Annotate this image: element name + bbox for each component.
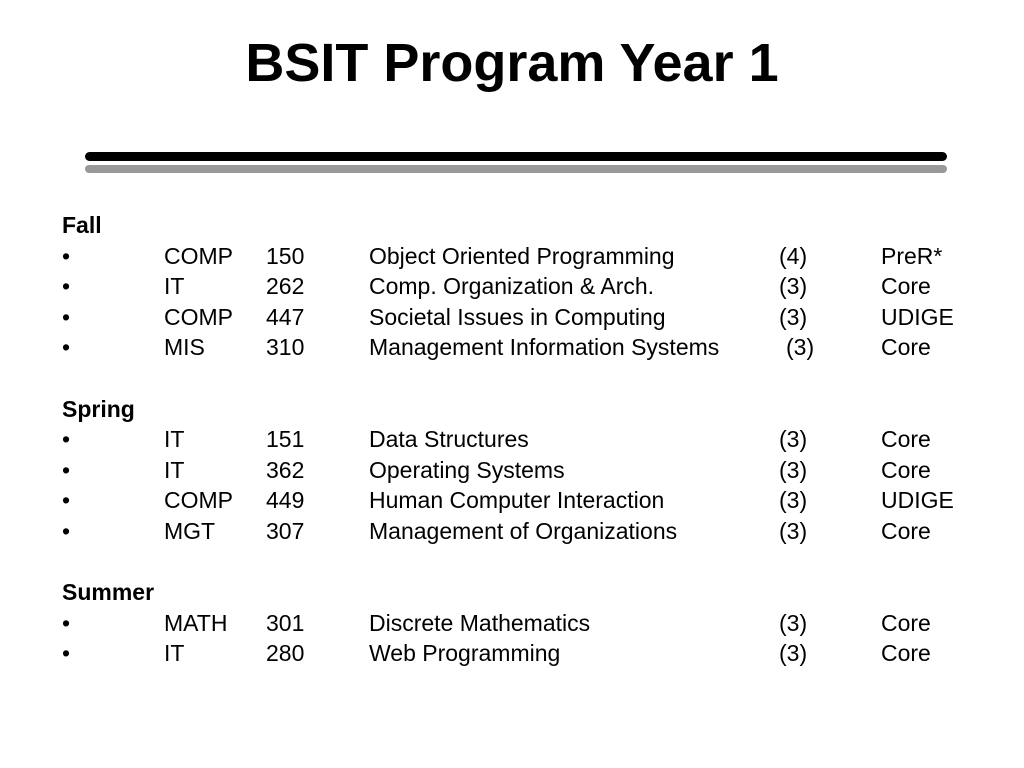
course-credits: (3) bbox=[779, 303, 808, 330]
title-divider-black bbox=[85, 152, 947, 161]
bullet: • bbox=[62, 456, 71, 483]
course-credits: (3) bbox=[779, 640, 808, 667]
course-dept: COMP bbox=[164, 487, 233, 514]
course-number: 301 bbox=[266, 609, 305, 636]
course-row bbox=[62, 485, 1002, 516]
course-title: Operating Systems bbox=[369, 456, 565, 483]
course-requirement: Core bbox=[881, 517, 931, 544]
bullet: • bbox=[62, 609, 71, 636]
course-dept: MIS bbox=[164, 334, 205, 361]
course-row bbox=[62, 608, 1002, 639]
section-summer bbox=[62, 577, 1002, 669]
course-number: 447 bbox=[266, 303, 305, 330]
course-number: 262 bbox=[266, 273, 305, 300]
course-dept: COMP bbox=[164, 303, 233, 330]
course-requirement: PreR* bbox=[881, 242, 943, 269]
course-dept: IT bbox=[164, 426, 185, 453]
course-credits: (3) bbox=[779, 487, 808, 514]
course-requirement: UDIGE bbox=[881, 487, 954, 514]
course-row bbox=[62, 302, 1002, 333]
course-credits: (3) bbox=[779, 273, 808, 300]
section-heading: Summer bbox=[62, 579, 155, 606]
course-requirement: Core bbox=[881, 426, 931, 453]
course-dept: IT bbox=[164, 640, 185, 667]
course-title: Discrete Mathematics bbox=[369, 609, 591, 636]
course-title: Comp. Organization & Arch. bbox=[369, 273, 655, 300]
course-credits: (3) bbox=[779, 426, 808, 453]
course-credits: (3) bbox=[779, 456, 808, 483]
course-requirement: UDIGE bbox=[881, 303, 954, 330]
course-title: Data Structures bbox=[369, 426, 529, 453]
course-title: Object Oriented Programming bbox=[369, 242, 675, 269]
section-heading: Fall bbox=[62, 212, 102, 238]
course-row bbox=[62, 455, 1002, 486]
bullet: • bbox=[62, 517, 71, 544]
course-requirement: Core bbox=[881, 640, 931, 667]
title-divider-gray bbox=[85, 165, 947, 173]
course-number: 150 bbox=[266, 242, 305, 269]
course-row bbox=[62, 332, 1002, 363]
course-title: Human Computer Interaction bbox=[369, 487, 665, 514]
course-number: 307 bbox=[266, 517, 305, 544]
course-credits: (3) bbox=[786, 334, 815, 361]
course-title: Management of Organizations bbox=[369, 517, 678, 544]
course-row bbox=[62, 638, 1002, 669]
course-title: Societal Issues in Computing bbox=[369, 303, 666, 330]
course-dept: MGT bbox=[164, 517, 216, 544]
course-number: 151 bbox=[266, 426, 305, 453]
bullet: • bbox=[62, 273, 71, 300]
bullet: • bbox=[62, 640, 71, 667]
course-dept: IT bbox=[164, 456, 185, 483]
course-row bbox=[62, 424, 1002, 455]
course-title: Web Programming bbox=[369, 640, 561, 667]
course-credits: (3) bbox=[779, 517, 808, 544]
bullet: • bbox=[62, 487, 71, 514]
course-dept: COMP bbox=[164, 242, 233, 269]
course-title: Management Information Systems bbox=[369, 334, 720, 361]
course-requirement: Core bbox=[881, 456, 931, 483]
section-fall bbox=[62, 210, 1002, 363]
course-requirement: Core bbox=[881, 273, 931, 300]
course-number: 310 bbox=[266, 334, 305, 361]
section-heading: Spring bbox=[62, 395, 135, 422]
course-row bbox=[62, 271, 1002, 302]
course-dept: IT bbox=[164, 273, 185, 300]
bullet: • bbox=[62, 303, 71, 330]
course-dept: MATH bbox=[164, 609, 228, 636]
course-number: 280 bbox=[266, 640, 305, 667]
course-credits: (3) bbox=[779, 609, 808, 636]
course-row bbox=[62, 241, 1002, 272]
course-schedule bbox=[62, 210, 1002, 700]
course-number: 449 bbox=[266, 487, 305, 514]
bullet: • bbox=[62, 334, 71, 361]
course-requirement: Core bbox=[881, 609, 931, 636]
course-row bbox=[62, 516, 1002, 547]
bullet: • bbox=[62, 242, 71, 269]
bullet: • bbox=[62, 426, 71, 453]
section-spring bbox=[62, 394, 1002, 547]
course-credits: (4) bbox=[779, 242, 808, 269]
course-requirement: Core bbox=[881, 334, 931, 361]
course-number: 362 bbox=[266, 456, 305, 483]
page-title: BSIT Program Year 1 bbox=[245, 33, 779, 93]
